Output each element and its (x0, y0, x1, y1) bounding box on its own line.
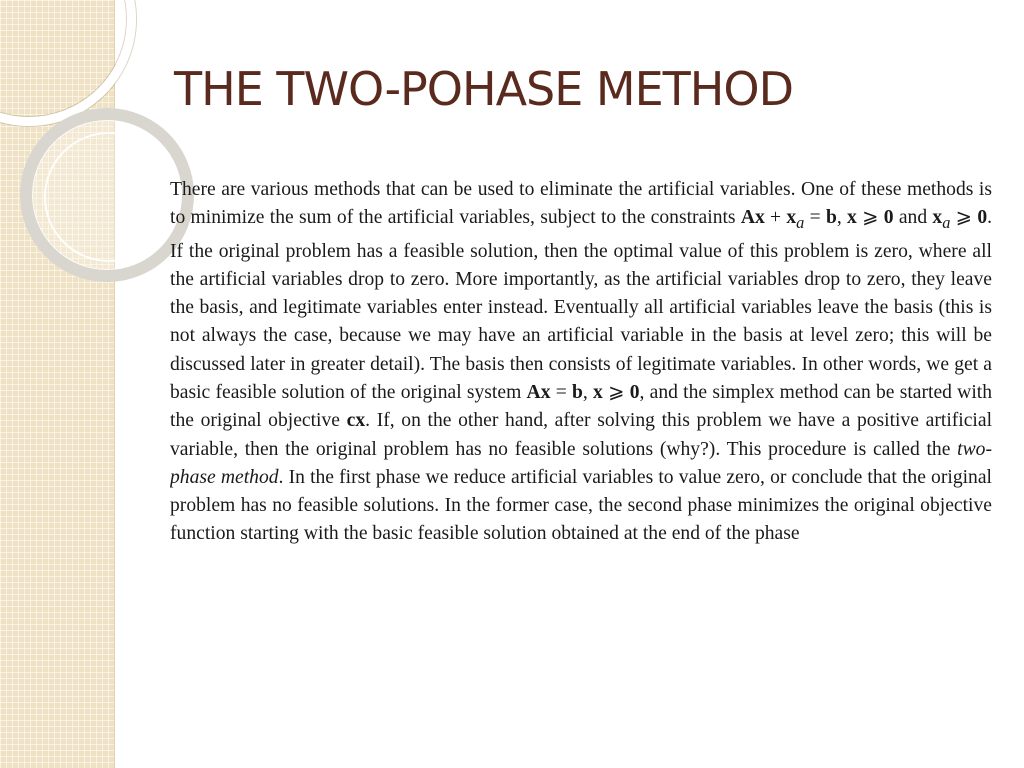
text-run: = (804, 207, 826, 229)
math-term: 0 (883, 207, 894, 229)
math-subscript: a (796, 213, 805, 233)
text-run: , (582, 381, 594, 403)
math-term: 0 (629, 381, 640, 403)
math-term: x (786, 207, 797, 229)
math-term: Ax (740, 207, 765, 229)
math-term: x (593, 381, 603, 403)
text-run: = (550, 381, 573, 403)
decorative-ring-inner (44, 132, 174, 262)
text-run: and (893, 207, 933, 229)
math-term: Ax (526, 381, 551, 403)
text-run: . In the first phase we reduce artificial variables to value zero, or conclude that the original problem has no feasible solutions. In the former case, the second phase minimizes the original objective function starting with the basic feasible solution obtained at the end of the phase (170, 466, 992, 545)
text-run: . If the original problem has a feasible solution, then the optimal value of this problem is zero, where all the artificial variables drop to zero. More importantly, as the artificial variables drop to zero, they leave the basis, and legitimate variables enter instead. Eventually all artificial variables leave the basis (this is not always the case, because we may have an artificial variable in the basis at level zero; this will be discussed later in greater detail). The basis then consists of legitimate variables. In other words, we get a basic feasible solution of the original system (170, 207, 992, 403)
text-run: There are various methods that can be used to eliminate the artificial variables. One of these methods is to minimize the sum of the artificial variables, subject to the constraints (170, 179, 992, 229)
body-paragraph (170, 176, 992, 654)
math-term: x (847, 207, 857, 229)
math-subscript: a (942, 213, 951, 233)
text-run: ⩾ (602, 381, 630, 403)
text-run: , (836, 207, 848, 229)
math-term: 0 (977, 207, 988, 229)
math-term: cx (346, 410, 366, 432)
slide-title: THE TWO-POHASE METHOD (174, 62, 794, 116)
text-run: ⩾ (856, 207, 884, 229)
text-run: + (764, 207, 787, 229)
text-run: , and the simplex method can be started with the original objective (170, 381, 992, 432)
math-term: b (825, 207, 837, 229)
math-term: b (572, 381, 583, 403)
text-run: ⩾ (950, 207, 978, 229)
emphasized-term: two-phase method (170, 438, 992, 488)
math-term: x (932, 207, 943, 229)
text-run: . If, on the other hand, after solving this problem we have a positive artificial variable, then the original problem has no feasible solutions (why?). This procedure is called the (170, 410, 992, 460)
decorative-ring-top (0, 0, 136, 126)
